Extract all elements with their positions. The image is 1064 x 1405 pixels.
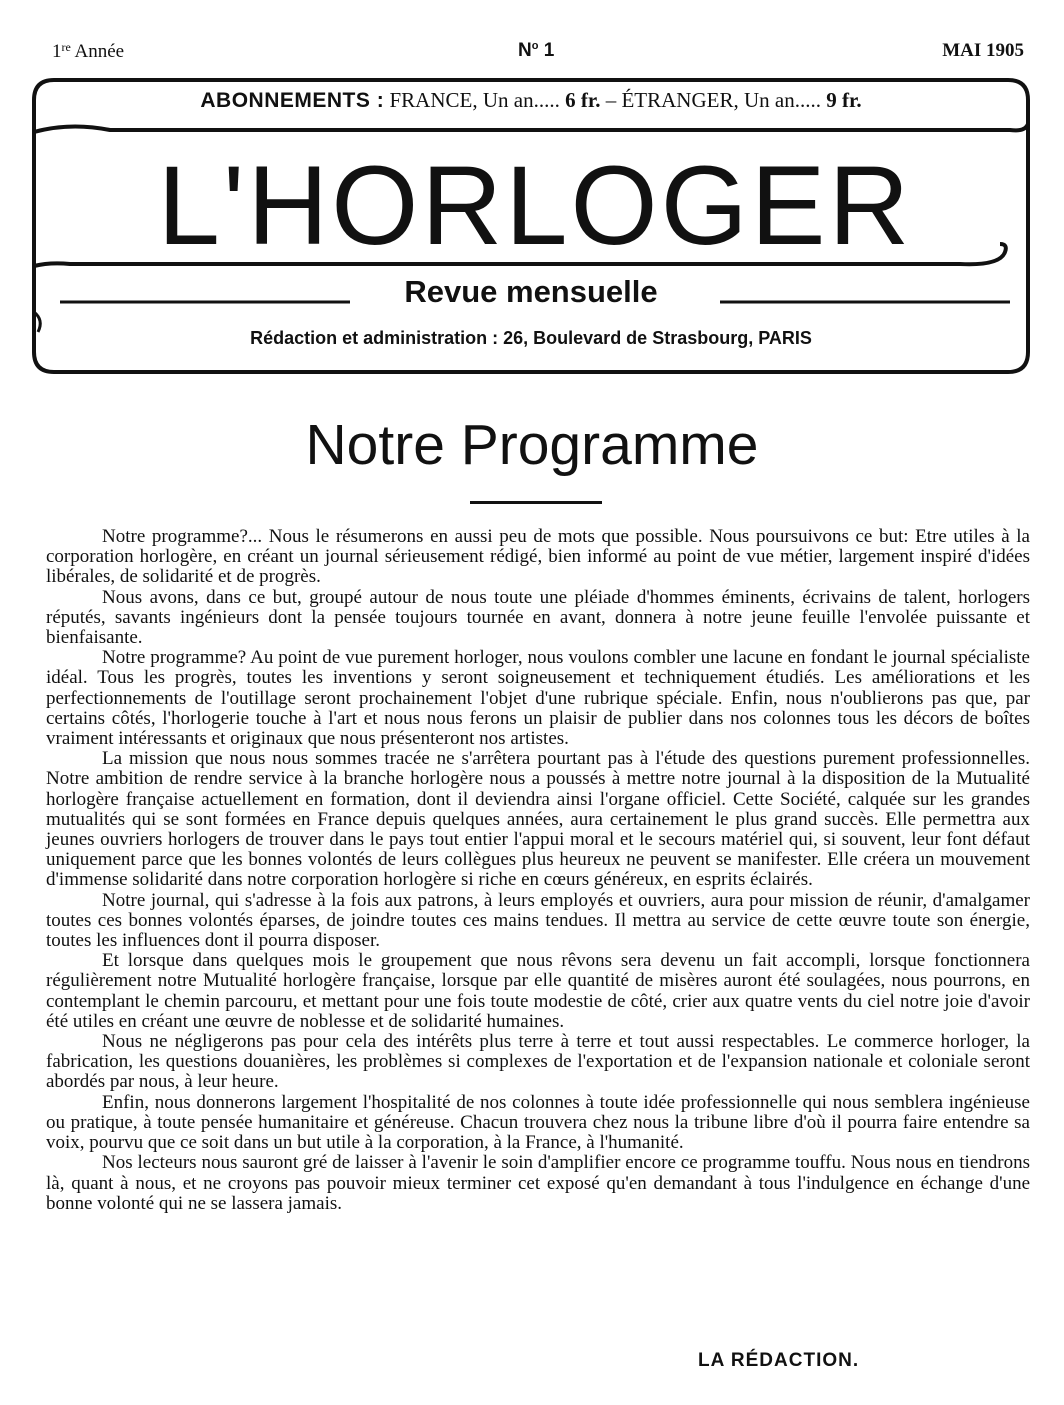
- paragraph: Nos lecteurs nous sauront gré de laisser à l'avenir le soin d'amplifier encore ce programme touffu. Nous nous en tiendrons là, quant à nous, et ne croyons pas pouvoir mieux terminer cet exposé qu'en demandant à tous l'indulgence en échange d'une bonne volonté qui ne se lassera jamais.: [46, 1152, 1030, 1214]
- paragraph: Notre programme?... Nous le résumerons en aussi peu de mots que possible. Nous poursuivons ce but: Etre utiles à la corporation horlogère, en créant un journal sérieusement rédigé, bien informé au point de vue métier, largement inspiré d'idées libérales, de solidarité et de progrès.: [46, 526, 1030, 588]
- foreign-rate-text: ÉTRANGER, Un an.....: [621, 88, 821, 112]
- france-rate-text: FRANCE, Un an.....: [389, 88, 560, 112]
- paragraph: Nous avons, dans ce but, groupé autour de nous toute une pléiade d'hommes éminents, écrivains de talent, horlogers réputés, savants ingénieurs dont la pensée toujours tournée en avant, donnera à notre jeune feuille l'envolée puissante et bienfaisante.: [46, 586, 1030, 649]
- issue-number: [518, 40, 554, 62]
- article-body: [46, 527, 1030, 1214]
- rate-separator: –: [605, 88, 617, 112]
- article-signature: LA RÉDACTION.: [698, 1350, 860, 1371]
- paragraph: Nous ne négligerons pas pour cela des intérêts plus terre à terre et tout aussi respectables. Le commerce horloger, la fabrication, les questions douanières, les problèmes si complexes de l'exportation et de l'expansion nationale et coloniale seront abordés par nous, à leur heure.: [46, 1031, 1030, 1093]
- article-headline: Notre Programme: [305, 413, 759, 477]
- foreign-price: 9 fr.: [826, 88, 862, 112]
- paragraph: Et lorsque dans quelques mois le groupement que nous rêvons sera devenu un fait accompli, lorsque fonctionnera régulièrement notre Mutualité horlogère française, lorsque par elle quantité de misères auront été soulagées, nous pourrons, en contemplant le chemin parcouru, et mettant pour une fois toute modestie de côté, crier aux quatre vents du ciel notre joie d'avoir été utiles en créant une œuvre de noblesse et de solidarité humaines.: [46, 950, 1030, 1032]
- issue-info-bar: [52, 40, 1024, 68]
- editorial-address: Rédaction et administration : 26, Boulevard de Strasbourg, PARIS: [250, 328, 812, 348]
- paragraph: Enfin, nous donnerons largement l'hospitalité de nos colonnes à toute idée professionnelle qui nous semblera ingénieuse ou pratique, à toute pensée humanitaire et généreuse. Chacun trouvera chez nous la tribune libre d'où il pourra faire entendre sa voix, pourvu que ce soit dans un but utile à la corporation, à la France, à l'humanité.: [46, 1091, 1030, 1154]
- subscription-rates: [30, 88, 1032, 113]
- paragraph: Notre journal, qui s'adresse à la fois aux patrons, à leurs employés et ouvriers, aura pour mission de réunir, d'amalgamer toutes ces bonnes volontés éparses, de joindre toutes ces mains tendues. Il mettra au service de cette œuvre toute son énergie, toutes les influences dont il pourra disposer.: [46, 889, 1030, 952]
- year-label: [52, 40, 124, 63]
- paragraph: Notre programme? Au point de vue purement horloger, nous voulons combler une lacune en fondant le journal spécialiste idéal. Tous les progrès, toutes les inventions y seront soigneusement et techniquement étudiés. Les améliorations et les perfectionnements de l'outillage seront prochainement l'objet d'une rubrique spéciale. Enfin, nous n'oublierons pas que, par certains côtés, l'horlogerie touche à l'art et nous nous ferons un plaisir de publier dans nos colonnes tous les décors de boîtes vraiment intéressants et originaux que nous présenteront nos artistes.: [46, 647, 1030, 750]
- year-number: 1: [52, 41, 62, 62]
- newspaper-title: L'HORLOGER: [157, 143, 913, 268]
- issue-label: N: [518, 40, 532, 61]
- masthead: [30, 76, 1032, 376]
- issue-date: MAI 1905: [942, 40, 1024, 61]
- subscription-label: ABONNEMENTS :: [200, 89, 385, 112]
- france-price: 6 fr.: [565, 88, 601, 112]
- paragraph: La mission que nous nous sommes tracée ne s'arrêtera pourtant pas à l'étude des questions purement professionnelles. Notre ambition de rendre service à la branche horlogère nous a poussés à mettre notre journal à la disposition de la Mutualité horlogère française actuellement en formation, dont il deviendra ainsi l'organe officiel. Cette Société, calquée sur les grandes mutualités qui se sont formées en France depuis quelques années, aura certainement le plus grand succès. Elle permettra aux jeunes ouvriers horlogers de trouver dans le pays tout entier l'appui moral et le secours matériel qui, si souvent, leur font défaut uniquement parce que les bonnes volontés de leurs collègues plus heureux ne peuvent se manifester. Elle créera un mouvement d'immense solidarité dans notre corporation horlogère si riche en cœurs généreux, en esprits éclairés.: [46, 748, 1030, 891]
- year-text: Année: [74, 41, 125, 62]
- issue-superscript: o: [531, 40, 539, 52]
- headline-rule: [470, 501, 602, 504]
- year-superscript: re: [61, 40, 71, 54]
- issue-value: 1: [543, 40, 555, 61]
- newspaper-subtitle: Revue mensuelle: [404, 274, 658, 309]
